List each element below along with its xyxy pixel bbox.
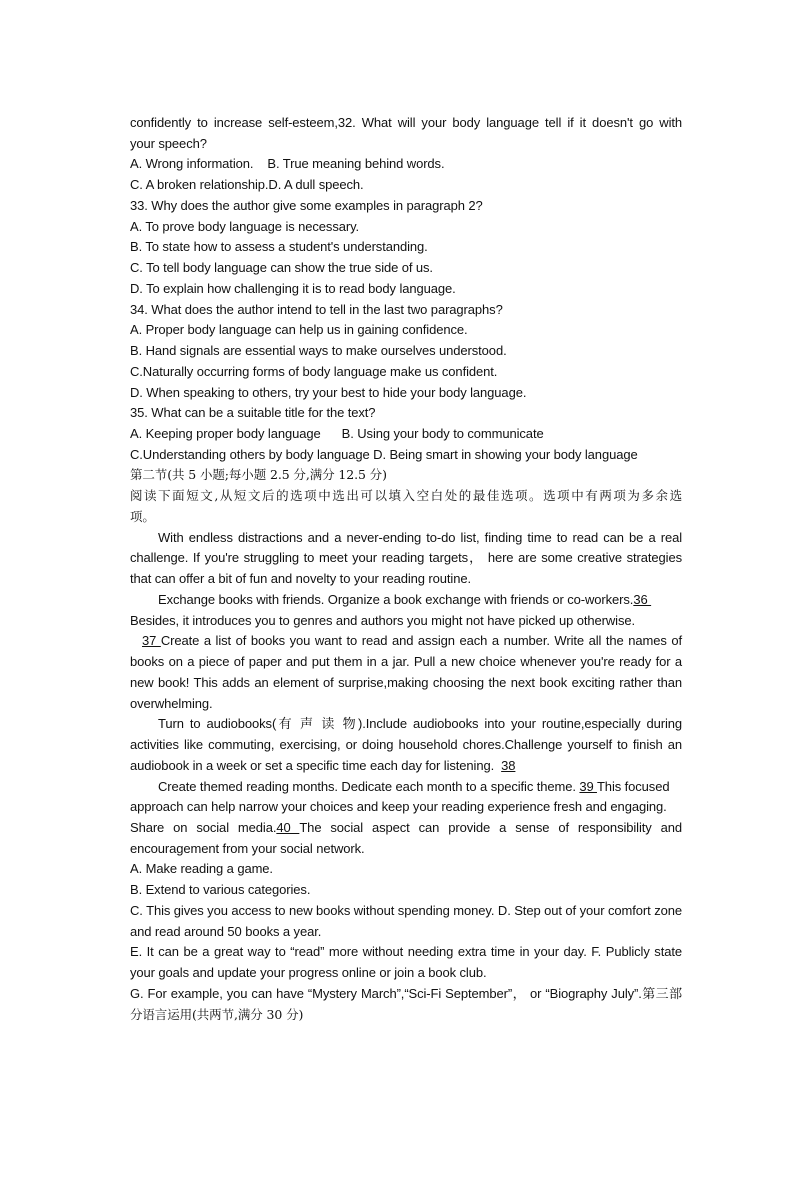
text-segment: activities like commuting, exercising, or doing household chores.Challenge yourself to finish an bbox=[130, 737, 682, 753]
text-line bbox=[130, 818, 682, 839]
text-segment: Share on social media. bbox=[130, 819, 277, 835]
text-line bbox=[130, 714, 682, 735]
text-segment: C.Understanding others by body language D. Being smart in showing your body language bbox=[130, 446, 638, 462]
text-segment: E. It can be a great way to “read” more without needing extra time in your day. F. Publicly state bbox=[130, 944, 682, 960]
text-segment: D. When speaking to others, try your best to hide your body language. bbox=[130, 384, 527, 400]
text-segment: C. This gives you access to new books without spending money. D. Step out of your comfort zone bbox=[130, 902, 682, 918]
text-segment: A. Keeping proper body language B. Using your body to communicate bbox=[130, 426, 544, 442]
text-line bbox=[130, 1005, 682, 1026]
text-segment: C. A broken relationship.D. A dull speech. bbox=[130, 177, 364, 193]
text-line bbox=[130, 984, 682, 1005]
text-line bbox=[130, 341, 682, 362]
text-segment: The social aspect can provide a sense of responsibility and bbox=[299, 819, 682, 835]
text-line bbox=[130, 963, 682, 984]
text-segment: overwhelming. bbox=[130, 695, 213, 711]
text-line bbox=[130, 465, 682, 486]
text-line bbox=[130, 797, 682, 818]
text-line bbox=[130, 673, 682, 694]
text-segment: audiobook in a week or set a specific time each day for listening. bbox=[130, 757, 502, 773]
text-line bbox=[130, 113, 682, 134]
text-segment: 34. What does the author intend to tell in the last two paragraphs? bbox=[130, 301, 503, 317]
text-line bbox=[130, 196, 682, 217]
text-segment: approach can help narrow your choices and keep your reading experience fresh and engaging. bbox=[130, 799, 667, 815]
text-line bbox=[130, 735, 682, 756]
text-segment: confidently to increase self-esteem,32. What will your body language tell if it doesn't go with bbox=[130, 115, 682, 130]
text-segment: books on a piece of paper and put them in a jar. Pull a new choice whenever you're ready for a bbox=[130, 654, 682, 670]
answer-blank: 37 bbox=[142, 633, 161, 649]
text-line bbox=[130, 611, 682, 632]
text-segment: Turn to audiobooks(有 声 读 物).Include audiobooks into your routine,especially during bbox=[158, 716, 682, 732]
answer-blank: 36 bbox=[633, 591, 652, 607]
text-segment: challenge. If you're struggling to meet your reading targets， here are some creative strategies bbox=[130, 550, 682, 566]
text-line bbox=[130, 320, 682, 341]
text-line bbox=[130, 859, 682, 880]
answer-blank: 38 bbox=[501, 757, 516, 773]
text-line bbox=[130, 279, 682, 300]
text-line bbox=[130, 839, 682, 860]
text-line bbox=[130, 217, 682, 238]
text-segment: C.Naturally occurring forms of body language make us confident. bbox=[130, 363, 498, 379]
text-line bbox=[130, 631, 682, 652]
text-segment: D. To explain how challenging it is to read body language. bbox=[130, 280, 456, 296]
text-line bbox=[130, 237, 682, 258]
text-segment: 33. Why does the author give some examples in paragraph 2? bbox=[130, 197, 483, 213]
text-segment: and read around 50 books a year. bbox=[130, 923, 322, 939]
text-segment: 第二节(共 5 小题;每小题 2.5 分,满分 12.5 分) bbox=[130, 467, 387, 483]
text-segment: With endless distractions and a never-ending to-do list, finding time to read can be a real bbox=[158, 529, 682, 545]
text-line bbox=[130, 548, 682, 569]
text-segment: 分语言运用(共两节,满分 30 分) bbox=[130, 1006, 304, 1022]
text-segment: your speech? bbox=[130, 135, 207, 151]
text-segment: that can offer a bit of fun and novelty to your reading routine. bbox=[130, 571, 471, 587]
text-line bbox=[130, 300, 682, 321]
text-line bbox=[130, 694, 682, 715]
text-segment: 项。 bbox=[130, 508, 155, 524]
text-line bbox=[130, 403, 682, 424]
text-line bbox=[130, 777, 682, 798]
text-line bbox=[130, 154, 682, 175]
text-segment: B. To state how to assess a student's understanding. bbox=[130, 239, 428, 255]
text-segment: A. Make reading a game. bbox=[130, 861, 273, 877]
text-line bbox=[130, 756, 682, 777]
text-line bbox=[130, 922, 682, 943]
text-segment: encouragement from your social network. bbox=[130, 840, 365, 856]
text-line bbox=[130, 901, 682, 922]
text-line bbox=[130, 258, 682, 279]
text-segment: Create a list of books you want to read and assign each a number. Write all the names of bbox=[160, 633, 682, 649]
text-line bbox=[130, 880, 682, 901]
text-segment: C. To tell body language can show the true side of us. bbox=[130, 260, 433, 276]
text-segment: G. For example, you can have “Mystery March”,“Sci-Fi September”， or “Biography July”.第三部 bbox=[130, 985, 682, 1001]
text-line bbox=[130, 569, 682, 590]
text-segment: 阅读下面短文,从短文后的选项中选出可以填入空白处的最佳选项。选项中有两项为多余选 bbox=[130, 488, 682, 504]
answer-blank: 40 bbox=[276, 819, 300, 835]
text-line bbox=[130, 445, 682, 466]
text-line bbox=[130, 942, 682, 963]
answer-blank: 39 bbox=[579, 778, 597, 794]
text-line bbox=[130, 175, 682, 196]
text-segment: your goals and update your progress online or join a book club. bbox=[130, 965, 487, 981]
text-line bbox=[130, 383, 682, 404]
text-segment: A. Proper body language can help us in gaining confidence. bbox=[130, 322, 468, 338]
text-segment: B. Extend to various categories. bbox=[130, 882, 311, 898]
text-segment: A. Wrong information. B. True meaning behind words. bbox=[130, 156, 445, 172]
text-segment: Exchange books with friends. Organize a book exchange with friends or co-workers. bbox=[158, 591, 634, 607]
document-page bbox=[130, 113, 682, 1025]
text-segment: This focused bbox=[596, 778, 670, 794]
text-line bbox=[130, 424, 682, 445]
text-line bbox=[130, 507, 682, 528]
text-line bbox=[130, 652, 682, 673]
text-segment: new book! This adds an element of surprise,making choosing the next book exciting rather than bbox=[130, 674, 682, 690]
text-line bbox=[130, 486, 682, 507]
text-segment: A. To prove body language is necessary. bbox=[130, 218, 360, 234]
text-segment: B. Hand signals are essential ways to make ourselves understood. bbox=[130, 343, 507, 359]
text-line bbox=[130, 362, 682, 383]
text-segment: 35. What can be a suitable title for the text? bbox=[130, 405, 376, 421]
text-line bbox=[130, 590, 682, 611]
text-line bbox=[130, 134, 682, 155]
text-segment: Besides, it introduces you to genres and authors you might not have picked up otherwise. bbox=[130, 612, 636, 628]
text-segment: Create themed reading months. Dedicate each month to a specific theme. bbox=[158, 778, 580, 794]
text-line bbox=[130, 528, 682, 549]
